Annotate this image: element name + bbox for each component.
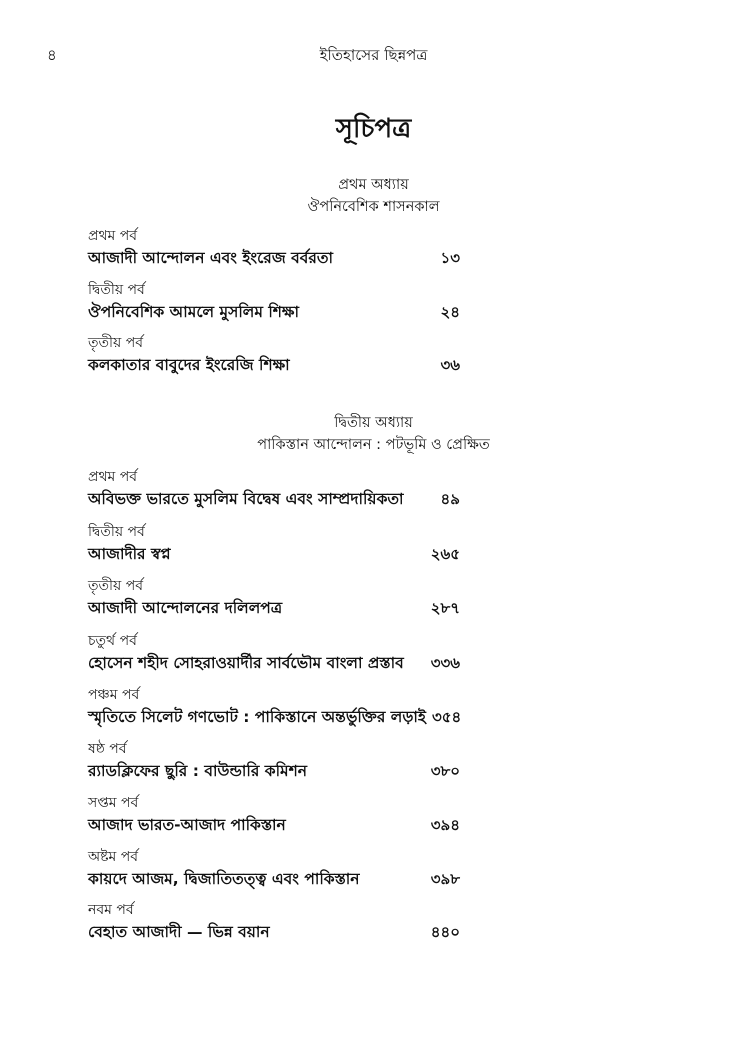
part-label: অষ্টম পর্ব [88, 849, 139, 865]
entry-page-number: ৩৯৪ [430, 816, 460, 834]
part-label: পঞ্চম পর্ব [88, 687, 140, 703]
entry-page-number: ২৬৫ [430, 545, 460, 563]
running-head [0, 44, 747, 68]
toc-entry [88, 793, 460, 837]
toc-entry [88, 280, 460, 324]
toc-entry [88, 631, 460, 675]
entry-title: হোসেন শহীদ সোহরাওয়ার্দীর সার্বভৌম বাংলা প্রস্তাব [88, 654, 404, 672]
part-label: ষষ্ঠ পর্ব [88, 741, 127, 757]
toc-entry [88, 739, 460, 783]
part-label: প্রথম পর্ব [88, 469, 138, 485]
toc-entry [88, 333, 460, 377]
part-label: দ্বিতীয় পর্ব [88, 282, 145, 298]
entry-title: বেহাত আজাদী — ভিন্ন বয়ান [88, 923, 270, 941]
entry-page-number: ২৪ [440, 303, 460, 321]
entry-title: কলকাতার বাবুদের ইংরেজি শিক্ষা [88, 356, 290, 374]
entry-page-number: ৩৮০ [430, 762, 460, 780]
entry-page-number: ৩৯৮ [430, 870, 460, 888]
chapter-label: দ্বিতীয় অধ্যায় [334, 415, 413, 431]
toc-entry [88, 576, 460, 620]
entry-page-number: ৩৩৬ [430, 654, 460, 672]
entry-title: ঔপনিবেশিক আমলে মুসলিম শিক্ষা [88, 303, 299, 321]
entry-page-number: ৩৬ [440, 356, 460, 374]
book-title: ইতিহাসের ছিন্নপত্র [319, 46, 428, 64]
chapter-subtitle: পাকিস্তান আন্দোলন : পটভূমি ও প্রেক্ষিত [257, 437, 490, 453]
toc-entry [88, 900, 460, 944]
part-label: নবম পর্ব [88, 902, 134, 918]
entry-title: আজাদীর স্বপ্ন [88, 545, 171, 563]
entry-page-number: ১৩ [440, 249, 460, 267]
part-label: চতুর্থ পর্ব [88, 633, 137, 649]
entry-title: অবিভক্ত ভারতে মুসলিম বিদ্বেষ এবং সাম্প্রদায়িকতা [88, 490, 404, 508]
page-number: ৪ [47, 46, 57, 64]
entry-page-number: ২৮৭ [430, 599, 460, 617]
entry-title: কায়দে আজম, দ্বিজাতিতত্ত্ব এবং পাকিস্তান [88, 870, 360, 888]
part-label: তৃতীয় পর্ব [88, 335, 144, 351]
part-label: প্রথম পর্ব [88, 228, 138, 244]
chapter-subtitle: ঔপনিবেশিক শাসনকাল [307, 199, 440, 215]
toc-entry [88, 467, 460, 511]
part-label: দ্বিতীয় পর্ব [88, 524, 145, 540]
toc-entry [88, 847, 460, 891]
chapter-label: প্রথম অধ্যায় [338, 177, 409, 193]
part-label: তৃতীয় পর্ব [88, 578, 144, 594]
toc-title: সূচিপত্র [335, 114, 412, 144]
chapter-heading [0, 412, 747, 456]
toc-entry [88, 522, 460, 566]
entry-title: আজাদী আন্দোলনের দলিলপত্র [88, 599, 283, 617]
entry-title: আজাদ ভারত-আজাদ পাকিস্তান [88, 816, 286, 834]
entry-title: আজাদী আন্দোলন এবং ইংরেজ বর্বরতা [88, 249, 333, 267]
entry-page-number: ৪৯ [440, 490, 460, 508]
toc-entry [88, 685, 460, 729]
entry-page-number: ৩৫৪ [431, 708, 462, 726]
entry-title: র‍্যাডক্লিফের ছুরি : বাউন্ডারি কমিশন [88, 762, 308, 780]
toc-entry [88, 226, 460, 270]
entry-title: স্মৃতিতে সিলেট গণভোট : পাকিস্তানে অন্তর্ভুক্তির লড়াই [88, 708, 426, 726]
entry-page-number: ৪৪০ [430, 923, 460, 941]
part-label: সপ্তম পর্ব [88, 795, 139, 811]
chapter-heading [0, 174, 747, 218]
